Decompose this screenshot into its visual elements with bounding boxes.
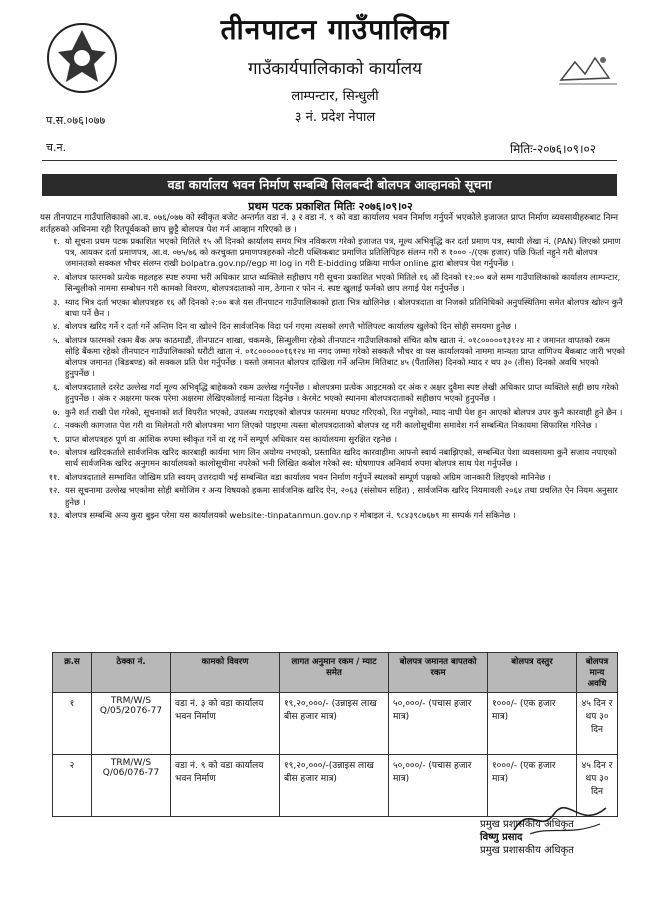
column-header: बोलपत्र दस्तुर (488, 653, 577, 693)
address-line-2: ३ नं. प्रदेश नेपाल (294, 110, 376, 125)
office-name: गाउँकार्यपालिकाको कार्यालय (247, 59, 423, 79)
signatory-block (480, 818, 620, 857)
column-header: लागत अनुमान रकम / म्याट समेत (280, 653, 389, 693)
signatory-stamp: प्रमुख प्रशासकीय अधिकृत (480, 845, 574, 856)
list-item: १०. बोलपत्र खरिदकर्ताले सार्वजनिक खरिद कारबाही कार्यमा भाग लिन अयोग्य नभएको, प्रस्तावित खरिद कारवाहीमा आफ्नो स्वार्थ नबाझिएको, सम्बन्धित पेशा व्यवसायमा कुनै सजाय नपाएको सार्थ सार्वजनिक खरिद अनुगमन कार्यालयको कालोसूचीमा नपरेको भनी लिखित कबोल गरेको स्व: घोषणापत्र अनिवार्य रुपमा बोलपत्र साथ पेश गर्नुपर्नेछ । (48, 447, 617, 469)
table-cell: ४५ दिन र थप ३० दिन (577, 755, 618, 817)
list-item: १२. यस सूचनामा उल्लेख भएकोमा सोही बमोजिम र अन्य विषयको हकमा सार्वजनिक खरिद ऐन, २०६३ (संसोधन सहित) , सार्वजनिक खरिद नियमावली २०६४ तथा प्रचलित ऐन नियम अनुसार हुनेछ । (48, 485, 618, 507)
list-item: २. बोलपत्र फारमको प्रत्येक महलहरु स्पष्ट रुपमा भरी अधिकार प्राप्त व्यक्तिले सहीछाप गरी सूचना प्रकाशित भएको मितिले १६ औं दिनको १२:०० बजे सम्म गाउँपालिकाको कार्यालय लाम्पन्टार, सिन्धुलीको नाममा सम्बोधन गरी कामको विवरण, बोलपत्रदाताको नाम, ठेगाना र फोन नं. स्पष्ट खुलाई फर्मको छाप लगाई पेश गर्नुपर्नेछ । (53, 271, 621, 294)
publish-date: प्रथम पटक प्रकाशित मितिः २०७६।०९।०२ (248, 200, 413, 213)
table-header-row (53, 653, 618, 693)
page-title: तीनपाटन गाउँपालिका (220, 13, 450, 46)
table-row (53, 693, 618, 755)
reference-number: प.स.०७६।०७७ (46, 114, 106, 127)
table-cell: १९,२०,०००/-(उन्नाइस लाख बीस हजार मात्र) (280, 755, 389, 817)
table-cell: १०००/- (एक हजार मात्र) (488, 693, 577, 755)
column-header: बोलपत्र जमानत बापतको रकम (389, 653, 488, 693)
table-cell: ४५ दिन र थप ३० दिन (577, 693, 618, 755)
list-item: ५. बोलपत्र फारमको रकम बैंक अफ काठमाडौं, तीनपाटन शाखा, चकमके, सिन्धुलीमा रहेको तीनपाटन गाउँपालिकाको संचित कोष खाता नं. ०१८०००००१३१२४ मा र जमानत वापतको रकम सोहि बैंकमा रहेको तीनपाटन गाउँपालिकाको धरौटी खाता नं. ०१८००००००१६१२४ मा नगद जम्मा गरेको सक्कलै भौचर वा यस कार्यालयको नाममा मान्यता प्राप्त वाणिज्य बैंकबाट जारी भएको बोलपत्र जमानत (बिडबण्ड) को सक्कल प्रति पेश गर्नुपर्नेछ । यस्तो जमानत बोलपत्र दाखिला गर्ने अन्तिम मितिबाट ४५ (पैंतालिस) दिनको म्याद र थप ३० (तीस) दिनको अवधि भएको हुनुपर्नेछ । (53, 334, 625, 379)
list-item: १. यो सूचना प्रथम पटक प्रकाशित भएको मितिले १५ औं दिनको कार्यालय समय भित्र नविकरण गरेको इजाजत पत्र, मूल्य अभिवृद्धि कर दर्ता प्रमाण पत्र, स्थायी लेखा नं. (PAN) लिएको प्रमाण पत्र, आयकर दर्ता प्रमाणपत्र, आ.व. ०७५/७६ को करचुक्ता प्रमाणपत्रहरुको नोटरी पब्लिकबाट प्रमाणित प्रतिलिपिहरु संलग्न गरी रु १००० -/(एक हजार) पछि फिर्ता नहुने गरी बोलपत्र जमानतको सक्कल भौचर संलग्न राखी bolpatra.gov.np//egp मा log in गरी E-bidding प्रक्रिया मार्फत online द्वारा बोलपत्र पेश गर्नुपर्नेछ । (53, 236, 621, 269)
column-header: क्र.स (53, 653, 92, 693)
list-item: ७. कुनै शर्त राखी पेश गरेको, सूचनाको शर्त विपरीत भएको, उपलब्ध गराइएको बोलपत्र फारममा थपघट गरिएको, रित नपुगेको, म्याद नाघी पेश हुन आएको बोलपत्र उपर कुनै कारवाही हुने छैन । (53, 406, 623, 417)
list-item: ८. नक्कली कागजात पेश गरी वा मिलेमतो गरी बोलपत्रमा भाग लिएको पाइएमा त्यस्ता बोलपत्रदाताको बोलपत्र रद्द गरी कालोसूचीमा समावेश गर्न सम्बन्धित निकायमा सिफारिस गरिनेछ । (53, 420, 598, 431)
dispatch-number: च.न. (46, 141, 67, 154)
table-cell: वडा नं. ९ को वडा कार्यालय भवन निर्माण (171, 755, 280, 817)
column-header: बोलपत्र मान्य अवधि (577, 653, 618, 693)
visit-nepal-logo-icon (553, 50, 623, 96)
header-divider (42, 160, 617, 161)
notice-heading: वडा कार्यालय भवन निर्माण सम्बन्धि सिलबन्दी बोलपत्र आव्हानको सूचना (42, 174, 617, 196)
signatory-title: प्रमुख प्रशासकीय अधिकृत (480, 819, 574, 830)
table-cell: वडा नं. ३ को वडा कार्यालय भवन निर्माण (171, 693, 280, 755)
list-item: ६. बोलपत्रदाताले दररेट उल्लेख गर्दा मूल्य अभिवृद्धि बाहेकको रकम उल्लेख गर्नुपर्नेछ । बोलपत्रमा प्रत्येक आइटमको दर अंक र अक्षर दुवैमा स्पष्ट लेखी अधिकार प्राप्त व्यक्तिले सही छाप गरेको हुनुपर्नेछ । अंक र अक्षरमा फरक परेमा अक्षरमा लेखिएकोलाई मान्यता दिइनेछ । केरमेट भएको स्थानमा बोलपत्रदाताको सहीछाप भएको हुनुपर्नेछ । (53, 381, 619, 404)
table-cell: ५०,०००/- (पचास हजार मात्र) (389, 693, 488, 755)
list-item: ११. बोलपत्रदाताले सम्भावित जोखिम प्रति स्वयम् उत्तरदायी भई सम्बन्धित वडा कार्यालय भवन निर्माण गर्नुपर्ने स्थलको सम्पूर्ण पक्षको अग्रिम जानकारी लिइएको मानिनेछ । (48, 471, 551, 482)
conditions-list (40, 236, 625, 524)
table-cell: १०००/- (एक हजार मात्र) (488, 755, 577, 817)
table-cell: २ (53, 755, 92, 817)
letter-date: मितिः-२०७६।०९।०२ (510, 142, 597, 156)
list-item: ३. म्याद भित्र दर्ता भएका बोलपत्रहरु १६ औं दिनको २:०० बजे यस तीनपाटन गाउँपालिकाको हाता भित्र खोलिनेछ । बोलपत्रदाता वा निजको प्रतिनिधिको अनुपस्थितिमा समेत बोलपत्र खोल्न कुनै बाधा पर्ने छैन । (53, 296, 623, 318)
table-cell: ५०,०००/- (पचास हजार मात्र) (389, 755, 488, 817)
nepal-emblem-icon (44, 20, 120, 96)
list-item: ४. बोलपत्र खरिद गर्ने र दर्ता गर्ने अन्तिम दिन वा खोल्ने दिन सार्वजनिक विदा पर्न गएमा त्यसको लगत्तै भोलिपल्ट कार्यालय खुलेको दिन सोही समयमा हुनेछ । (53, 321, 517, 332)
table-cell: TRM/W/S Q/06/076-77 (92, 755, 171, 817)
list-item: १३. बोलपत्र सम्बन्धि अन्य कुरा बुझ्न परेमा यस कार्यालयको website:-tinpatanmun.gov.np र मोबाइल नं. ९८४३९८७६७९ मा सम्पर्क गर्न सकिनेछ । (48, 510, 516, 521)
table-cell: १ (53, 693, 92, 755)
signatory-name: विष्णु प्रसाद (480, 832, 523, 843)
column-header: ठेक्का नं. (92, 653, 171, 693)
column-header: कामको विवरण (171, 653, 280, 693)
table-cell: TRM/W/S Q/05/2076-77 (92, 693, 171, 755)
table-cell: १९,२०,०००/- (उन्नाइस लाख बीस हजार मात्र) (280, 693, 389, 755)
notice-intro: यस तीनपाटन गाउँपालिकाको आ.व. ०७६/०७७ को स्वीकृत बजेट अन्तर्गत वडा नं. ३ र वडा नं. ९ को वडा कार्यालय भवन निर्माण गर्नुपर्ने भएकोले इजाजत प्राप्त निर्माण व्यवसायीहरुबाट निम्न शर्तहरुको अधिनमा रही रितपूर्वकको छाप छुट्टै बोलपत्र पेश गर्न आव्हान गरिएको छ । (40, 213, 619, 235)
address-line-1: लाम्पन्टार, सिन्धुली (291, 89, 379, 104)
tender-table (52, 652, 618, 817)
list-item: ९. प्राप्त बोलपत्रहरु पूर्ण वा आंशिक रुपमा स्वीकृत गर्ने वा रद्द गर्ने सम्पूर्ण अधिकार यस कार्यालयमा सुरक्षित रहनेछ । (53, 433, 397, 444)
